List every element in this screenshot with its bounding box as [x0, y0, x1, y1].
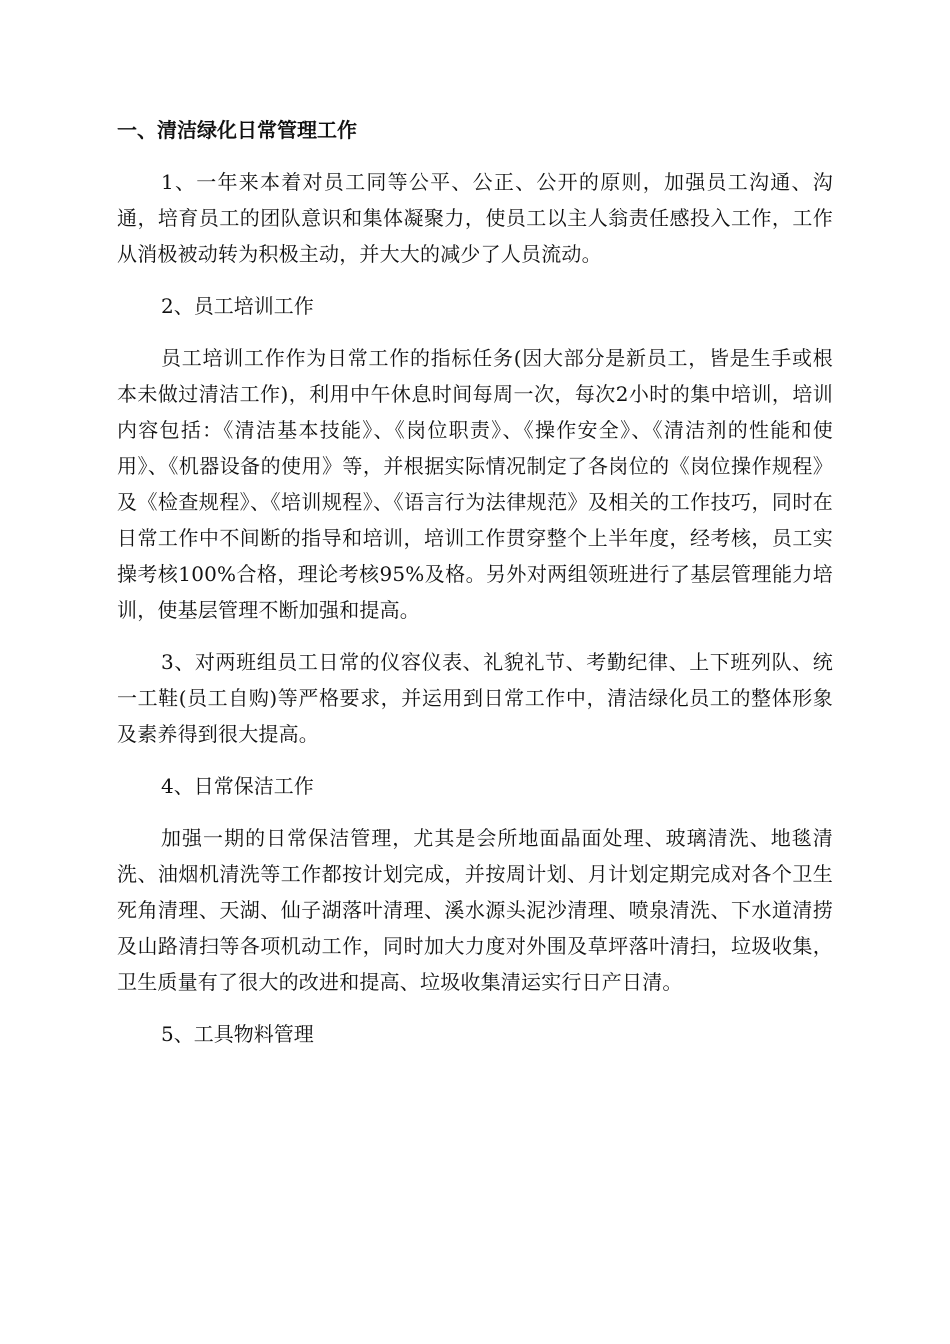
document-page: [117, 112, 833, 1068]
subheading-staff-training: 2、员工培训工作: [161, 294, 314, 318]
paragraph-daily-cleaning: 加强一期的日常保洁管理，尤其是会所地面晶面处理、玻璃清洗、地毯清洗、油烟机清洗等工作都按计划完成，并按周计划、月计划定期完成对各个卫生死角清理、天湖、仙子湖落叶清理、溪水源头泥沙清理、喷泉清洗、下水道清捞及山路清扫等各项机动工作，同时加大力度对外围及草坪落叶清扫，垃圾收集，卫生质量有了很大的改进和提高、垃圾收集清运实行日产日清。: [117, 826, 833, 994]
paragraph-appearance-discipline: 3、对两班组员工日常的仪容仪表、礼貌礼节、考勤纪律、上下班列队、统一工鞋(员工自购)等严格要求，并运用到日常工作中，清洁绿化员工的整体形象及素养得到很大提高。: [117, 650, 833, 746]
subheading-tools-materials: 5、工具物料管理: [161, 1022, 314, 1046]
section-heading: 一、清洁绿化日常管理工作: [117, 118, 357, 142]
subheading-daily-cleaning: 4、日常保洁工作: [161, 774, 314, 798]
paragraph-staff-training: 员工培训工作作为日常工作的指标任务(因大部分是新员工，皆是生手或根本未做过清洁工作)，利用中午休息时间每周一次，每次2小时的集中培训，培训内容包括：《清洁基本技能》、《岗位职责》、《操作安全》、《清洁剂的性能和使用》、《机器设备的使用》等，并根据实际情况制定了各岗位的《岗位操作规程》及《检查规程》、《培训规程》、《语言行为法律规范》及相关的工作技巧，同时在日常工作中不间断的指导和培训，培训工作贯穿整个上半年度，经考核，员工实操考核100%合格，理论考核95%及格。另外对两组领班进行了基层管理能力培训，使基层管理不断加强和提高。: [117, 346, 833, 622]
paragraph-communication: 1、一年来本着对员工同等公平、公正、公开的原则，加强员工沟通、沟通，培育员工的团队意识和集体凝聚力，使员工以主人翁责任感投入工作，工作从消极被动转为积极主动，并大大的减少了人员流动。: [117, 170, 833, 266]
